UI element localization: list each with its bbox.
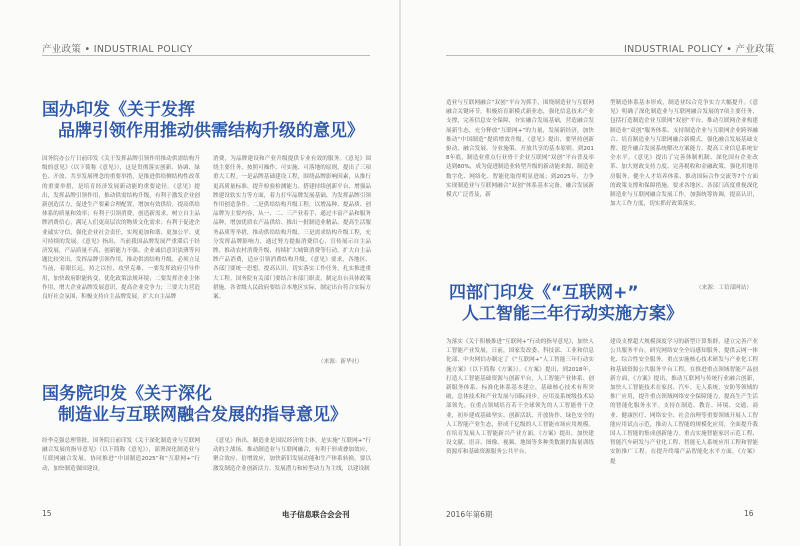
article-body-column: 《意见》指出，制造业是国民经济的主体，是实施“互联网+”行动的主战场。推动制造业与互联网融合，有利于形成叠加效应、聚合效应、倍增效应，加快新旧发展动能和生产体系转换，要以激发制造企业创新活力、发展潜力和转型动力为主线，以建设制 [213, 438, 371, 472]
article-title: 国务院印发《关于深化 [42, 384, 212, 404]
article-title: 四部门印发《“互联网+” [449, 283, 639, 303]
running-head: INDUSTRIAL POLICY • 产业政策 [624, 44, 775, 55]
header-rule [446, 55, 758, 56]
article-title-line2: 制造业与互联网融合发展的指导意见》 [58, 405, 347, 425]
page-number: 15 [42, 509, 52, 518]
article-source: （来源：新华社） [318, 359, 363, 365]
page-number: 16 [744, 509, 754, 518]
article-body-column: 消费，为品牌建设和产业升级提供专业有效的服务。《意见》围绕主要任务，按照可操作、可实施、可落地的原则，提出了三项重大工程。一是品牌基础建设工程，围绕品牌影响因素，从推行更高质量标准、提升检验检测能力、搭建持续创新平台、增强品牌建设软实力等方面，着力打牢品牌发展基础，为发挥品牌引领作用创造条件。二是供给结构升级工程，以增品种、提品质、创品牌为主要内容，从一、二、三产业着手，通过丰富产品和服务品种，增加优质农产品供给、推出一批制造业精品、提高生活服务品质等举措，推动供给结构升级。三是需求结构升级工程，充分发挥品牌影响力，通过努力提振消费信心、宣传展示自主品牌、推动农村消费升级、持续扩大城镇消费等行动，扩大自主品牌产品消费，适应引领消费结构升级。《意见》要求，各地区、各部门要统一思想，提高认识，切实落实工作任务，扎实推进重大工程。国务院有关部门要结合本部门职责，制定出台具体政策措施。各省级人民政府要结合本地区实际，制定出台符合实际方案。 [213, 156, 371, 301]
article-body-column: 型制造体系基本形成，制造业综合竞争实力大幅提升。《意见》明确了深化制造业与互联网融合发展的7项主要任务，包括打造制造企业互联网“双创”平台、推动互联网企业构建制造业“双创”服务体系、支持制造企业与互联网企业跨界融合、培育制造业与互联网融合新模式、强化融合发展基础支撑、提升融合发展系统解决方案能力、提高工业信息系统安全水平。《意见》提出了完善体制机制、深化国有企业改革、加大财政支持力度、完善税收和金融政策、强化用地用房服务、健全人才培养体系、推动国际合作交流等7个方面的政策支撑和保障措施。要求各地区、各部门高度重视深化制造业与互联网融合发展工作，加强统筹协调，提高认识，加大工作力度，切实抓好政策落实。 [610, 100, 758, 208]
article-title-line2: 品牌引领作用推动供需结构升级的意见》 [58, 121, 364, 141]
footer-journal-name: 电子信息联合会会刊 [282, 510, 350, 519]
article-body-column: 国务院办公厅日前印发《关于发挥品牌引领作用推动供需结构升级的意见》（以下简称《意见》），这是贯彻落实创新、协调、绿色、开放、共享发展理念的重要举措，是推进供给侧结构性改革的重要举措，是培育经济发展新动能的重要途径。《意见》提出，发挥品牌引领作用，推动供需结构升级，有利于激发企业创新创造活力，促进生产要素合理配置，增加有效供给，提高供给体系的质量和效率；有利于引领消费，创造新需求，树立自主品牌消费信心，满足人们更高层次的物质文化需求；有利于促进企业诚实守信，强化企业社会责任，实现更加和谐、更加公平、更可持续的发展。《意见》指出，当前我国品牌发展严重滞后于经济发展，产品质量不高、创新能力不强、企业诚信意识淡薄等问题比较突出。发挥品牌引领作用，推动供需结构升级，必须立足当前，着眼长远，持之以恒，攻坚克难，一要发挥政府引导作用，加快政府职能转变，优化政策法规环境；二要发挥企业主体作用，增大企业品牌发展意识，提高企业竞争力；三要大力营造良好社会氛围，积极支持自主品牌发展，扩大自主品牌 [42, 156, 200, 301]
issue-number: 2016年第6期 [446, 510, 493, 519]
running-head: 产业政策 • INDUSTRIAL POLICY [42, 44, 193, 55]
right-page [401, 0, 800, 546]
left-page [0, 0, 399, 546]
article-body-column: 为落实《关于积极推进“互联网+”行动的指导意见》，加快人工智能产业发展，日前，国家发改委、科技部、工业和信息化部、中央网信办制定了《“互联网+”人工智能三年行动实施方案》（以下简称《方案》）。《方案》提出，到2018年，打造人工智能基础资源与创新平台，人工智能产业体系、创新服务体系、标准化体系基本建立，基础核心技术有所突破，总体技术和产业发展与国际同步，应用及系统级技术局部领先。在重点领域培育若干全球领先的人工智能骨干企业，初步建成基础坚实、创新活跃、开放协作、绿色安全的人工智能产业生态，形成千亿级的人工智能市场应用规模。在培育发展人工智能新兴产业方面，《方案》提出，加快建设文献、语音、图像、视频、地图等多种类数据的海量训练资源库和基础资源服务公共平台， [446, 339, 594, 456]
article-body-column: 造业与互联网融合“双创”平台为抓手，围绕制造业与互联网融合关键环节，积极培育新模式新业态，强化信息技术产业支撑，完善信息安全保障，夯实融合发展基础，营造融合发展新生态，充分释放“互联网+”的力量，发展新经济，加快推动“中国制造”提质增效升级。《意见》提出，要坚持创新驱动、融合发展、分业施策、开放共享的基本原则。到2018年底，制造业重点行业骨干企业互联网“双创”平台普及率达到80%，成为促进制造业转型升级的新动能来源，制造业数字化、网络化、智能化取得明显进展；到2025年，力争实现制造业与互联网融合“双创”体系基本完备，融合发展新模式广泛普及，新 [446, 100, 594, 199]
article-body-column: 建设支撑超大规模深度学习的新型计算集群，建立完善产业公共服务平台，研究网络安全全局感知服务，提供云网一体化、综合性安全服务。重点实施核心技术研发与产业化工程和基础资源公共服务平台工程。在推进重点领域智能产品创新方面，《方案》提出，推动互联网与传统行业融合创新，加快人工智能技术在家居、汽车、无人系统、安防等领域的推广应用，提升重点领域网络安全保障能力，提高生产生活的智能化服务水平。支持在制造、教育、环境、交通、商业、健康医疗、网络安全、社会治理等重要领域开展人工智能应用试点示范，推动人工智能的规模化应用，全面提升我国人工智能的集成创新能力。重点实施智能家居示范工程、智能汽车研发与产业化工程、智能无人系统应用工程和智能安防推广工程。在提升终端产品智能化水平方面，《方案》提 [610, 339, 758, 465]
article-body-column: 经李克强总理签批，国务院日前印发《关于深化制造业与互联网融合发展的指导意见》（以下简称《意见》），部署深化制造业与互联网融合发展，协同推进“中国制造2025”和“互联网+”行动，加快制造强国建设。 [42, 438, 200, 472]
header-rule [42, 55, 370, 56]
article-title: 国办印发《关于发挥 [42, 100, 195, 120]
article-title-line2: 人工智能三年行动实施方案》 [462, 304, 683, 324]
article-source: （来源：工信部网站） [696, 285, 752, 291]
